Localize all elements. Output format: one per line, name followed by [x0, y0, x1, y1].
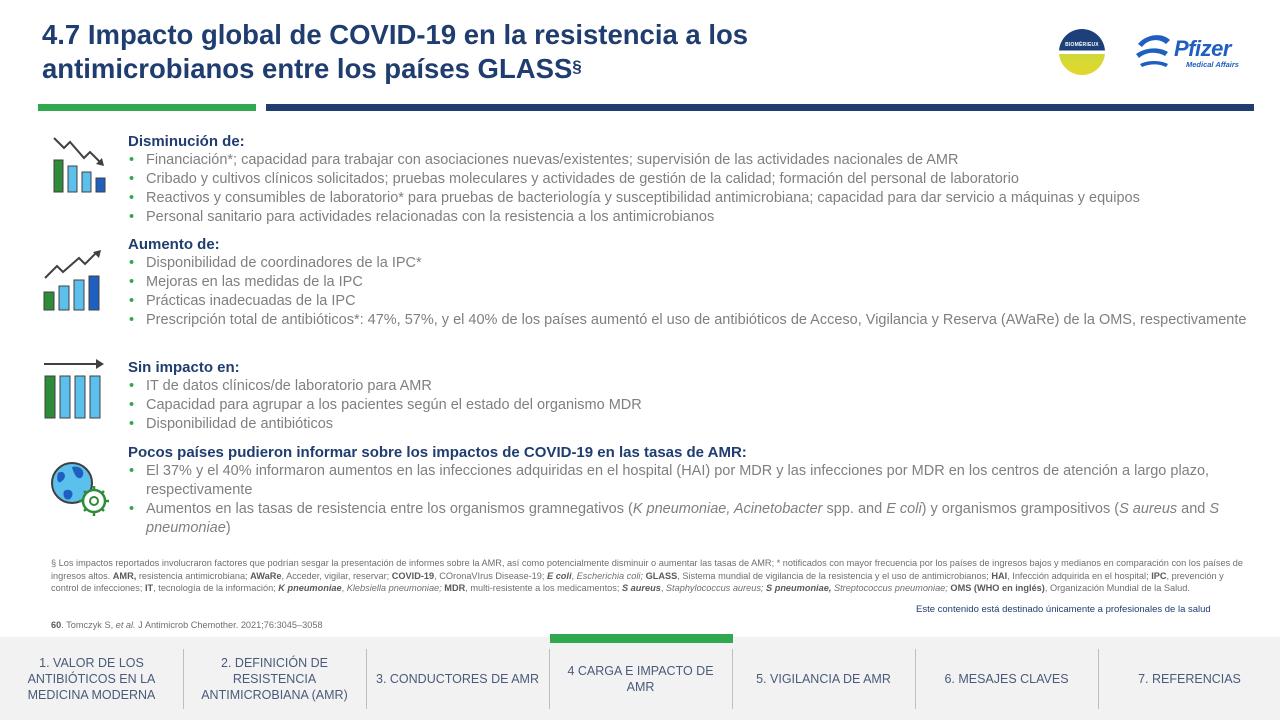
bottom-nav	[0, 637, 1280, 720]
list-item: • Capacidad para agrupar a los pacientes según el estado del organismo MDR	[129, 397, 642, 413]
increasing-bar-chart-icon	[41, 248, 105, 312]
section-no-impact	[128, 358, 1258, 434]
globe-virus-icon	[48, 459, 114, 523]
biomerieux-logo: BIOMÉRIEUX	[1059, 29, 1105, 75]
list-item: • Prescripción total de antibióticos*: 47%, 57%, y el 40% de los países aumentó el uso de antibióticos de Acceso, Vigilancia y Reserva (AWaRe) de la OMS, respectivamente	[129, 312, 1247, 328]
nav-tab-3[interactable]: 3. CONDUCTORES DE AMR	[376, 671, 539, 686]
list-item: • IT de datos clínicos/de laboratorio para AMR	[129, 378, 432, 394]
section-decrease	[128, 132, 1258, 227]
list-item: • Cribado y cultivos clínicos solicitados; pruebas moleculares y actividades de gestión de la calidad; formación del personal de laboratorio	[129, 171, 1019, 187]
nav-tab-6[interactable]: 6. MESAJES CLAVES	[944, 671, 1069, 686]
declining-bar-chart-icon	[50, 134, 110, 196]
list-item: • Disponibilidad de coordinadores de la IPC*	[129, 255, 422, 271]
page-title: 4.7 Impacto global de COVID-19 en la resistencia a los antimicrobianos entre los países GLASS§	[42, 19, 749, 84]
list-item: • Reactivos y consumibles de laboratorio* para pruebas de bacteriología y susceptibilidad antimicrobiana; capacidad para dar servicio a máquinas y equipos	[129, 190, 1140, 206]
section-heading: Sin impacto en:	[128, 359, 240, 376]
nav-tab-7[interactable]: 7. REFERENCIAS	[1138, 671, 1241, 686]
list-item: • Mejoras en las medidas de la IPC	[129, 274, 363, 290]
list-item: • Disponibilidad de antibióticos	[129, 416, 334, 432]
list-item: • El 37% y el 40% informaron aumentos en las infecciones adquiridas en el hospital (HAI) por MDR y las infecciones por MDR en los centros de atención a largo plazo, respectivamente	[129, 463, 1210, 498]
hcp-notice: Este contenido está destinado únicamente a profesionales de la salud	[916, 604, 1211, 615]
header-green-rule	[38, 104, 256, 111]
list-item: • Prácticas inadecuadas de la IPC	[129, 293, 356, 309]
footnote: § Los impactos reportados involucraron factores que podrían sesgar la presentación de informes sobre la AMR, así como potencialmente disminuir o aumentar las tasas de AMR; * notificados con mayor frecuencia por los países de ingresos bajos y medianos en comparación con los países de ingresos altos. AMR, resistencia antimicrobiana; AWaRe, Acceder, vigilar, reservar; COVID-19, COronaVIrus Disease-19; E coli, Escherichia coli; GLASS, Sistema mundial de vigilancia de la resistencia y el uso de antimicrobianos; HAI, Infección adquirida en el hospital; IPC, prevención y control de infecciones; IT, tecnología de la información; K pneumoniae, Klebsiella pneumoniae; MDR, multi-resistente a los medicamentos; S aureus, Staphylococcus aureus; S pneumoniae, Streptococcus pneumoniae; OMS (WHO en inglés), Organización Mundial de la Salud.	[51, 558, 1243, 593]
flat-bar-chart-icon	[42, 356, 106, 420]
section-amr-rates	[128, 443, 1258, 538]
list-item: • Financiación*; capacidad para trabajar con asociaciones nuevas/existentes; supervisión de las actividades nacionales de AMR	[129, 152, 959, 168]
section-heading: Aumento de:	[128, 236, 220, 253]
header-blue-rule	[266, 104, 1254, 111]
list-item: • Aumentos en las tasas de resistencia entre los organismos gramnegativos (K pneumoniae, Acinetobacter spp. and E coli) y organismos grampositivos (S aureus and S pneumoniae)	[129, 501, 1220, 536]
reference: 60. Tomczyk S, et al. J Antimicrob Chemother. 2021;76:3045–3058	[51, 620, 323, 630]
list-item: • Personal sanitario para actividades relacionadas con la resistencia a los antimicrobianos	[129, 209, 715, 225]
section-heading: Pocos países pudieron informar sobre los impactos de COVID-19 en las tasas de AMR:	[128, 444, 747, 461]
pfizer-mark-icon	[1132, 28, 1176, 72]
section-increase	[128, 235, 1258, 330]
nav-tab-5[interactable]: 5. VIGILANCIA DE AMR	[756, 671, 891, 686]
section-heading: Disminución de:	[128, 133, 245, 150]
nav-active-indicator	[550, 634, 733, 643]
nav-tab-1[interactable]: 1. VALOR DE LOS ANTIBIÓTICOS EN LA MEDICINA MODERNA	[27, 655, 156, 702]
nav-tab-2[interactable]: 2. DEFINICIÓN DE RESISTENCIA ANTIMICROBIANA (AMR)	[201, 655, 348, 702]
pfizer-logo: Pfizer Medical Affairs	[1132, 28, 1252, 78]
nav-tab-4-active[interactable]: 4 CARGA E IMPACTO DE AMR	[567, 663, 714, 694]
